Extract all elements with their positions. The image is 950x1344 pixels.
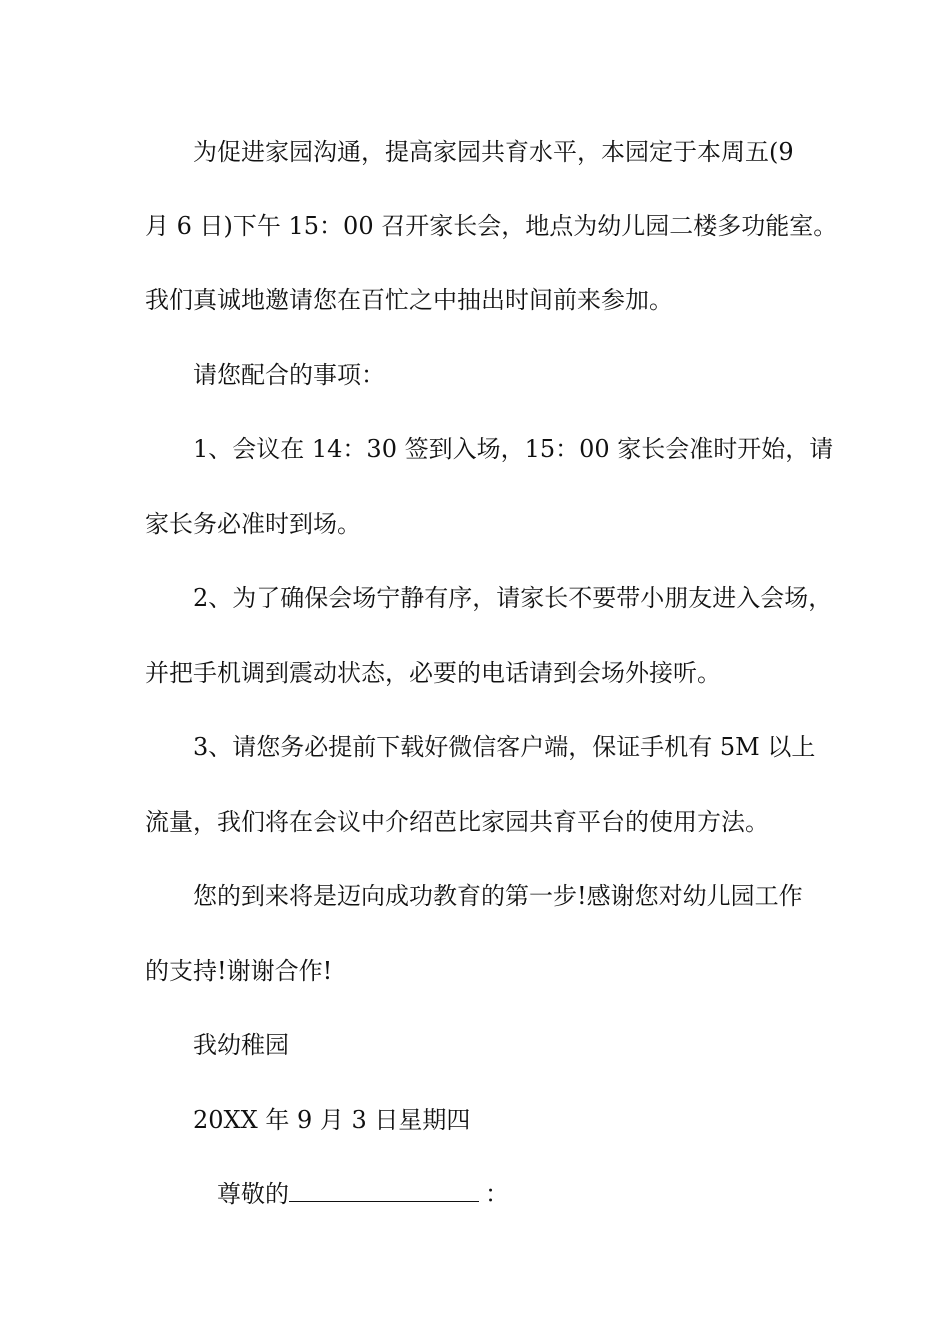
paragraph-line: 我们真诚地邀请您在百忙之中抽出时间前来参加。 <box>145 286 673 314</box>
name-blank <box>289 1179 479 1202</box>
list-item-line: 流量，我们将在会议中介绍芭比家园共育平台的使用方法。 <box>145 808 769 836</box>
closing-line: 您的到来将是迈向成功教育的第一步!感谢您对幼儿园工作 <box>193 882 803 910</box>
salutation-prefix: 尊敬的 <box>217 1180 289 1208</box>
paragraph-line: 月 6 日)下午 15：00 召开家长会，地点为幼儿园二楼多功能室。 <box>145 212 838 240</box>
section-heading: 请您配合的事项： <box>193 361 385 389</box>
signature-date: 20XX 年 9 月 3 日星期四 <box>193 1106 471 1134</box>
list-item-line: 2、为了确保会场宁静有序，请家长不要带小朋友进入会场， <box>193 584 833 612</box>
closing-line: 的支持!谢谢合作! <box>145 957 333 985</box>
signature-organization: 我幼稚园 <box>193 1031 289 1059</box>
list-item-line: 3、请您务必提前下载好微信客户端，保证手机有 5M 以上 <box>193 733 816 761</box>
salutation-suffix: ： <box>485 1180 509 1208</box>
paragraph-line: 为促进家园沟通，提高家园共育水平，本园定于本周五(9 <box>193 138 794 166</box>
salutation-line <box>217 1179 509 1209</box>
list-item-line: 家长务必准时到场。 <box>145 510 361 538</box>
list-item-line: 并把手机调到震动状态，必要的电话请到会场外接听。 <box>145 659 721 687</box>
list-item-line: 1、会议在 14：30 签到入场，15：00 家长会准时开始，请 <box>193 435 834 463</box>
